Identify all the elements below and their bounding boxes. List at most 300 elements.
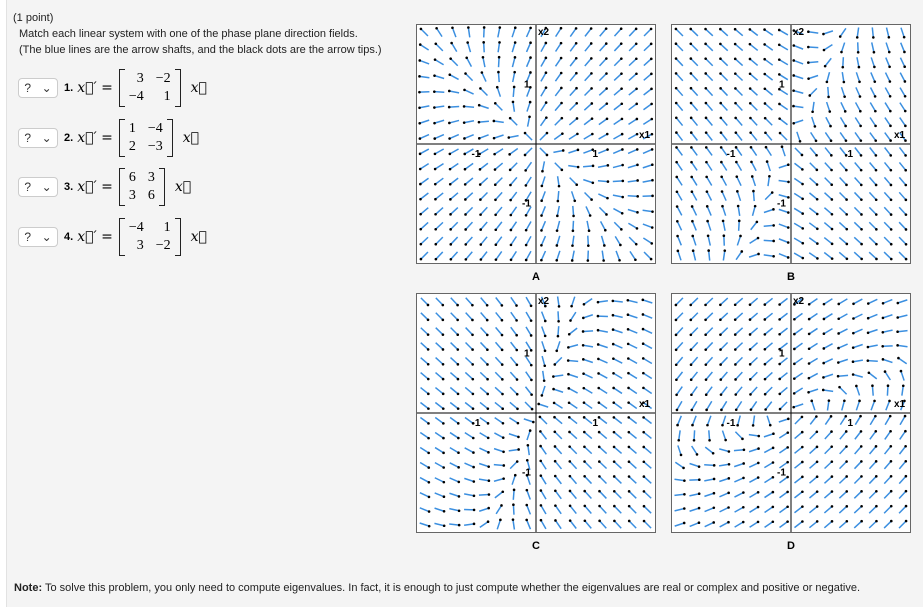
arrow-shaft bbox=[436, 313, 443, 320]
arrow-shaft bbox=[541, 461, 546, 469]
arrow-shaft bbox=[676, 44, 683, 51]
arrow-shaft bbox=[720, 44, 727, 51]
arrow-shaft bbox=[868, 299, 877, 303]
arrow-tip bbox=[495, 243, 498, 246]
arrow-tip bbox=[464, 228, 467, 231]
arrow-tip bbox=[831, 228, 834, 231]
arrow-tip bbox=[487, 520, 490, 523]
arrow-shaft bbox=[528, 117, 530, 127]
arrow-shaft bbox=[720, 29, 727, 36]
arrow-shaft bbox=[496, 207, 502, 215]
arrow-shaft bbox=[584, 447, 591, 454]
arrow-tip bbox=[442, 407, 445, 410]
arrow-shaft bbox=[585, 58, 592, 66]
arrow-tip bbox=[778, 318, 781, 321]
arrow-shaft bbox=[614, 44, 621, 51]
answer-select[interactable]: ? ⌄ bbox=[18, 177, 58, 197]
arrow-tip bbox=[690, 102, 693, 105]
tick-label: x2 bbox=[538, 296, 550, 307]
arrow-tip bbox=[592, 181, 595, 184]
answer-select[interactable]: ? ⌄ bbox=[18, 78, 58, 98]
arrow-tip bbox=[772, 432, 775, 435]
arrow-tip bbox=[560, 27, 563, 30]
arrow-shaft bbox=[691, 357, 698, 365]
arrow-shaft bbox=[794, 238, 803, 243]
arrow-shaft bbox=[480, 418, 488, 424]
arrow-tip bbox=[539, 416, 542, 419]
arrow-tip bbox=[636, 133, 639, 136]
arrow-shaft bbox=[583, 331, 593, 332]
arrow-shaft bbox=[691, 88, 698, 95]
arrow-tip bbox=[845, 475, 848, 478]
arrow-shaft bbox=[706, 298, 713, 305]
arrow-tip bbox=[764, 348, 767, 351]
arrow-tip bbox=[690, 117, 693, 120]
arrow-tip bbox=[787, 241, 790, 244]
arrow-shaft bbox=[884, 491, 891, 498]
tick-label: 1 bbox=[592, 149, 599, 160]
arrow-shaft bbox=[539, 404, 548, 407]
arrow-tip bbox=[690, 348, 693, 351]
arrow-tip bbox=[691, 235, 694, 238]
arrow-shaft bbox=[900, 147, 906, 155]
arrow-tip bbox=[778, 73, 781, 76]
arrow-tip bbox=[831, 198, 834, 201]
arrow-tip bbox=[635, 28, 638, 31]
arrow-shaft bbox=[840, 163, 847, 171]
matrix-entry: −4 bbox=[128, 220, 144, 235]
arrow-tip bbox=[757, 447, 760, 450]
tick-label: 1 bbox=[592, 418, 599, 429]
arrow-shaft bbox=[614, 74, 621, 81]
arrow-shaft bbox=[629, 59, 636, 66]
arrow-shaft bbox=[480, 357, 487, 364]
arrow-shaft bbox=[810, 178, 817, 185]
arrow-shaft bbox=[735, 298, 743, 305]
arrow-tip bbox=[464, 168, 467, 171]
arrow-shaft bbox=[614, 447, 622, 454]
arrow-tip bbox=[705, 393, 708, 396]
arrow-shaft bbox=[690, 523, 699, 527]
arrow-tip bbox=[830, 169, 833, 172]
arrow-shaft bbox=[599, 476, 606, 483]
matrix-entry: 3 bbox=[128, 188, 136, 203]
arrow-tip bbox=[494, 198, 497, 201]
arrow-tip bbox=[675, 87, 678, 90]
arrow-tip bbox=[808, 377, 811, 380]
arrow-tip bbox=[808, 318, 811, 321]
arrow-tip bbox=[554, 519, 557, 522]
arrow-tip bbox=[706, 205, 709, 208]
arrow-tip bbox=[793, 392, 796, 395]
arrow-shaft bbox=[613, 301, 623, 302]
arrow-tip bbox=[890, 198, 893, 201]
arrow-shaft bbox=[599, 104, 607, 110]
arrow-shaft bbox=[794, 208, 803, 213]
arrow-tip bbox=[840, 51, 843, 54]
arrow-shaft bbox=[557, 236, 560, 246]
arrow-tip bbox=[734, 28, 737, 31]
arrow-tip bbox=[583, 505, 586, 508]
arrow-shaft bbox=[512, 475, 515, 484]
plot-label: A bbox=[532, 271, 540, 283]
arrow-shaft bbox=[870, 446, 876, 454]
arrow-tip bbox=[704, 72, 707, 75]
arrow-tip bbox=[621, 133, 624, 136]
arrow-tip bbox=[713, 464, 716, 467]
arrow-tip bbox=[561, 169, 564, 172]
arrow-shaft bbox=[884, 521, 891, 528]
arrow-shaft bbox=[839, 491, 846, 498]
arrow-shaft bbox=[719, 449, 729, 452]
arrow-shaft bbox=[615, 236, 620, 245]
arrow-tip bbox=[768, 175, 771, 178]
arrow-shaft bbox=[901, 43, 905, 52]
arrow-shaft bbox=[826, 117, 831, 126]
rhs: x⃗ bbox=[190, 229, 207, 245]
arrow-tip bbox=[650, 88, 653, 91]
arrow-shaft bbox=[736, 162, 741, 171]
arrow-shaft bbox=[884, 237, 891, 244]
arrow-shaft bbox=[421, 388, 429, 394]
arrow-tip bbox=[859, 110, 862, 113]
arrow-tip bbox=[889, 110, 892, 113]
arrow-shaft bbox=[542, 326, 545, 335]
system-row bbox=[18, 170, 192, 203]
arrow-shaft bbox=[570, 521, 576, 529]
arrow-tip bbox=[689, 319, 692, 322]
arrow-shaft bbox=[588, 236, 589, 246]
matrix bbox=[119, 218, 181, 256]
arrow-tip bbox=[606, 197, 609, 200]
arrow-tip bbox=[605, 102, 608, 105]
arrow-tip bbox=[636, 164, 639, 167]
arrow-shaft bbox=[694, 430, 695, 440]
arrow-shaft bbox=[884, 207, 891, 214]
arrow-shaft bbox=[691, 29, 698, 36]
arrow-tip bbox=[763, 73, 766, 76]
arrow-tip bbox=[636, 211, 639, 214]
arrow-shaft bbox=[869, 192, 876, 199]
arrow-shaft bbox=[557, 221, 560, 231]
arrow-shaft bbox=[883, 330, 893, 332]
arrow-tip bbox=[525, 504, 528, 507]
arrow-tip bbox=[501, 304, 504, 307]
arrow-shaft bbox=[643, 329, 652, 333]
arrow-shaft bbox=[855, 431, 861, 439]
arrow-tip bbox=[786, 476, 789, 479]
arrow-tip bbox=[801, 431, 804, 434]
arrow-shaft bbox=[644, 89, 652, 95]
arrow-shaft bbox=[691, 73, 698, 80]
arrow-shaft bbox=[839, 299, 848, 304]
arrow-shaft bbox=[899, 207, 906, 214]
arrow-tip bbox=[448, 122, 451, 125]
plot-label: D bbox=[787, 540, 795, 552]
instructions-note: (The blue lines are the arrow shafts, and the black dots are the arrow tips.) bbox=[19, 44, 382, 56]
arrow-tip bbox=[799, 140, 802, 143]
arrow-tip bbox=[514, 474, 517, 477]
arrow-tip bbox=[515, 334, 518, 337]
tick-label: 1 bbox=[779, 348, 785, 360]
arrow-tip bbox=[860, 184, 863, 187]
arrow-shaft bbox=[436, 373, 444, 380]
arrow-tip bbox=[636, 118, 639, 121]
arrow-shaft bbox=[614, 89, 622, 96]
arrow-tip bbox=[554, 445, 557, 448]
tick-label: -1 bbox=[471, 418, 481, 429]
arrow-shaft bbox=[825, 178, 832, 185]
arrow-shaft bbox=[437, 28, 442, 36]
arrow-tip bbox=[675, 319, 678, 322]
arrow-tip bbox=[807, 77, 810, 80]
arrow-shaft bbox=[824, 223, 832, 229]
arrow-tip bbox=[845, 169, 848, 172]
arrow-tip bbox=[734, 378, 737, 381]
arrow-tip bbox=[589, 214, 592, 217]
arrow-tip bbox=[493, 137, 496, 140]
arrow-shaft bbox=[450, 418, 458, 424]
arrow-shaft bbox=[525, 402, 532, 409]
arrow-tip bbox=[675, 304, 678, 307]
arrow-shaft bbox=[481, 222, 488, 230]
arrow-shaft bbox=[885, 416, 890, 425]
tick-label: -1 bbox=[471, 149, 481, 160]
arrow-tip bbox=[479, 213, 482, 216]
arrow-tip bbox=[529, 101, 532, 104]
arrow-tip bbox=[418, 91, 421, 94]
arrow-shaft bbox=[598, 344, 607, 347]
arrow-tip bbox=[872, 36, 875, 39]
arrow-tip bbox=[449, 243, 452, 246]
arrow-shaft bbox=[513, 520, 514, 530]
arrow-tip bbox=[487, 407, 490, 410]
arrow-shaft bbox=[750, 29, 758, 35]
arrow-tip bbox=[704, 318, 707, 321]
arrow-tip bbox=[495, 258, 498, 261]
arrow-shaft bbox=[722, 206, 725, 215]
arrow-tip bbox=[434, 213, 437, 216]
arrow-shaft bbox=[494, 135, 503, 138]
arrow-shaft bbox=[436, 252, 443, 259]
arrow-shaft bbox=[629, 29, 636, 36]
arrow-shaft bbox=[434, 106, 444, 107]
arrow-shaft bbox=[691, 59, 698, 66]
arrow-shaft bbox=[854, 252, 861, 259]
arrow-tip bbox=[466, 41, 469, 44]
arrow-tip bbox=[827, 96, 830, 99]
arrow-tip bbox=[723, 249, 726, 252]
arrow-tip bbox=[472, 451, 475, 454]
arrow-shaft bbox=[465, 387, 473, 393]
arrow-tip bbox=[704, 348, 707, 351]
arrow-shaft bbox=[613, 149, 622, 153]
arrow-shaft bbox=[749, 478, 758, 483]
arrow-shaft bbox=[510, 387, 517, 394]
arrow-shaft bbox=[855, 132, 861, 140]
arrow-shaft bbox=[629, 89, 637, 95]
arrow-tip bbox=[612, 401, 615, 404]
arrow-tip bbox=[651, 163, 654, 166]
arrow-shaft bbox=[599, 207, 606, 214]
arrow-shaft bbox=[691, 298, 698, 305]
arrow-tip bbox=[621, 148, 624, 151]
arrow-tip bbox=[772, 491, 775, 494]
arrow-shaft bbox=[794, 492, 802, 498]
arrow-tip bbox=[448, 73, 451, 76]
arrow-shaft bbox=[794, 522, 802, 528]
arrow-tip bbox=[704, 333, 707, 336]
arrow-tip bbox=[575, 72, 578, 75]
arrow-tip bbox=[823, 318, 826, 321]
arrow-tip bbox=[904, 169, 907, 172]
arrow-shaft bbox=[629, 417, 637, 423]
arrow-shaft bbox=[678, 445, 681, 454]
arrow-tip bbox=[605, 42, 608, 45]
arrow-tip bbox=[592, 165, 595, 168]
arrow-tip bbox=[769, 424, 772, 427]
arrow-tip bbox=[676, 424, 679, 427]
arrow-shaft bbox=[598, 165, 608, 167]
arrow-shaft bbox=[540, 431, 546, 439]
arrow-tip bbox=[493, 153, 496, 156]
arrow-shaft bbox=[887, 386, 888, 396]
arrow-shaft bbox=[809, 253, 817, 259]
arrow-shaft bbox=[899, 446, 905, 454]
arrow-tip bbox=[560, 102, 563, 105]
arrow-tip bbox=[706, 220, 709, 223]
arrow-shaft bbox=[839, 222, 846, 229]
arrow-shaft bbox=[465, 372, 472, 379]
arrow-tip bbox=[587, 259, 590, 262]
arrow-tip bbox=[582, 344, 585, 347]
arrow-tip bbox=[903, 36, 906, 39]
arrow-shaft bbox=[871, 87, 876, 96]
arrow-shaft bbox=[570, 58, 576, 66]
arrow-shaft bbox=[854, 237, 861, 244]
arrow-tip bbox=[724, 439, 727, 442]
arrow-tip bbox=[734, 102, 737, 105]
arrow-shaft bbox=[435, 448, 444, 453]
arrow-tip bbox=[890, 169, 893, 172]
arrow-tip bbox=[860, 243, 863, 246]
arrow-shaft bbox=[808, 62, 818, 63]
arrow-tip bbox=[524, 154, 527, 157]
tick-label: 1 bbox=[847, 149, 854, 160]
arrow-shaft bbox=[450, 387, 458, 393]
arrow-shaft bbox=[435, 76, 445, 79]
arrow-tip bbox=[888, 51, 891, 54]
arrow-shaft bbox=[479, 448, 488, 452]
tick-label: 1 bbox=[779, 79, 785, 91]
rhs: x⃗ bbox=[182, 130, 200, 146]
arrow-tip bbox=[897, 357, 900, 360]
tick-label: x2 bbox=[793, 27, 805, 38]
arrow-tip bbox=[860, 169, 863, 172]
arrow-shaft bbox=[719, 478, 728, 481]
arrow-shaft bbox=[750, 492, 759, 497]
arrow-shaft bbox=[765, 118, 772, 125]
arrow-shaft bbox=[614, 462, 621, 469]
arrow-tip bbox=[539, 430, 542, 433]
arrow-tip bbox=[890, 460, 893, 463]
arrow-shaft bbox=[824, 359, 833, 363]
arrow-tip bbox=[569, 519, 572, 522]
arrow-shaft bbox=[614, 373, 623, 378]
arrow-shaft bbox=[736, 251, 742, 259]
arrow-tip bbox=[764, 87, 767, 90]
arrow-tip bbox=[831, 520, 834, 523]
arrow-shaft bbox=[750, 238, 758, 243]
arrow-shaft bbox=[780, 507, 788, 513]
arrow-tip bbox=[801, 416, 804, 419]
arrow-shaft bbox=[435, 433, 443, 439]
arrow-shaft bbox=[753, 415, 754, 425]
arrow-tip bbox=[555, 350, 558, 353]
arrow-tip bbox=[498, 26, 501, 29]
answer-select[interactable]: ? ⌄ bbox=[18, 128, 58, 148]
arrow-shaft bbox=[598, 359, 607, 363]
arrow-tip bbox=[607, 164, 610, 167]
arrow-tip bbox=[875, 243, 878, 246]
arrow-tip bbox=[582, 387, 585, 390]
arrow-shaft bbox=[794, 253, 803, 258]
arrow-tip bbox=[690, 409, 693, 412]
arrow-tip bbox=[471, 333, 474, 336]
arrow-shaft bbox=[495, 418, 503, 424]
arrow-shaft bbox=[690, 463, 699, 466]
arrow-shaft bbox=[572, 251, 574, 261]
arrow-shaft bbox=[870, 416, 875, 425]
arrow-tip bbox=[582, 372, 585, 375]
arrow-tip bbox=[752, 424, 755, 427]
arrow-tip bbox=[860, 430, 863, 433]
arrow-shaft bbox=[526, 221, 531, 230]
arrow-shaft bbox=[466, 237, 473, 244]
arrow-shaft bbox=[838, 375, 848, 376]
arrow-shaft bbox=[691, 328, 698, 335]
arrow-tip bbox=[427, 422, 430, 425]
matrix-entry: 1 bbox=[163, 220, 171, 235]
arrow-tip bbox=[786, 491, 789, 494]
arrow-shaft bbox=[678, 236, 682, 245]
arrow-tip bbox=[516, 378, 519, 381]
arrow-shaft bbox=[856, 87, 860, 96]
arrow-shaft bbox=[854, 506, 861, 513]
answer-select[interactable]: ? ⌄ bbox=[18, 227, 58, 247]
arrow-tip bbox=[845, 213, 848, 216]
arrow-shaft bbox=[496, 327, 502, 335]
arrow-tip bbox=[808, 303, 811, 306]
arrow-tip bbox=[427, 304, 430, 307]
matrix-entry: −2 bbox=[155, 238, 171, 253]
arrow-shaft bbox=[644, 417, 652, 423]
arrow-tip bbox=[442, 348, 445, 351]
arrow-shaft bbox=[869, 506, 876, 513]
arrow-tip bbox=[793, 377, 796, 380]
arrow-shaft bbox=[540, 148, 547, 155]
arrow-tip bbox=[524, 169, 527, 172]
arrow-tip bbox=[558, 185, 561, 188]
arrow-shaft bbox=[498, 28, 500, 38]
arrow-tip bbox=[890, 520, 893, 523]
arrow-tip bbox=[434, 58, 437, 61]
arrow-shaft bbox=[765, 89, 773, 95]
arrow-shaft bbox=[583, 166, 593, 167]
arrow-tip bbox=[737, 205, 740, 208]
arrow-shaft bbox=[750, 59, 758, 65]
arrow-shaft bbox=[585, 462, 592, 469]
